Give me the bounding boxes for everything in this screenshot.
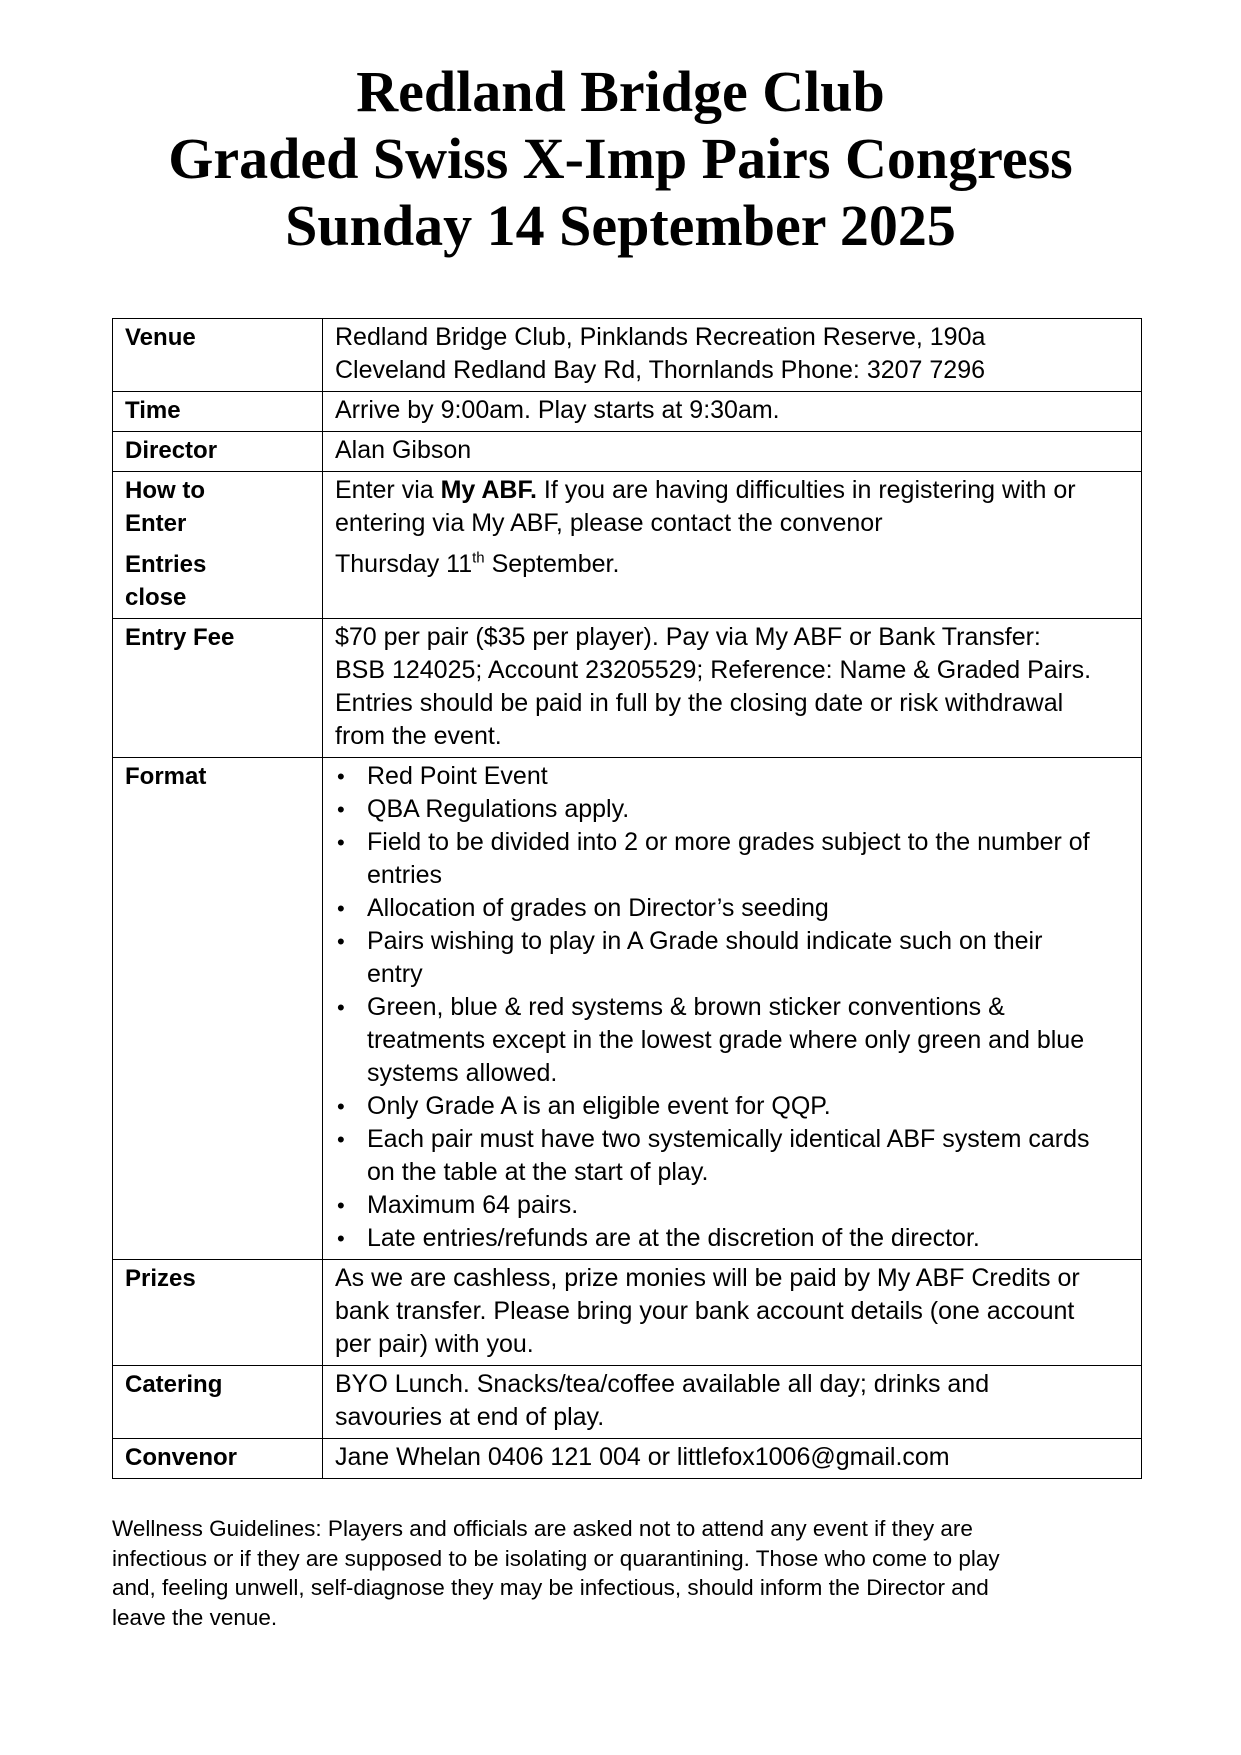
format-item-line: treatments except in the lowest grade where only green and blue: [367, 1026, 1085, 1054]
bullet-icon: •: [337, 830, 345, 855]
how-to-enter-label-line: Enter: [125, 510, 187, 537]
entries-close-label: [125, 548, 310, 614]
format-item: [337, 925, 1129, 991]
format-item: [337, 1123, 1129, 1189]
venue-value: [323, 319, 1142, 392]
format-label: Format: [113, 758, 323, 1260]
venue-line: Redland Bridge Club, Pinklands Recreation Reserve, 190a: [335, 323, 986, 351]
page-title: [0, 58, 1241, 259]
format-list: [335, 760, 1129, 1255]
format-item: [337, 1189, 1129, 1222]
bullet-icon: •: [337, 1127, 345, 1152]
convenor-value: Jane Whelan 0406 121 004 or littlefox1006@gmail.com: [323, 1439, 1142, 1479]
prizes-value: [323, 1260, 1142, 1366]
format-item-line: systems allowed.: [367, 1059, 558, 1087]
how-to-enter-label-line: How to: [125, 477, 205, 504]
wellness-guidelines: [112, 1514, 1142, 1632]
format-item-line: Red Point Event: [367, 762, 548, 790]
entries-close-ordinal: th: [472, 549, 485, 567]
how-to-enter-line: [335, 474, 1129, 507]
how-to-enter-rest: If you are having difficulties in registering with or: [536, 476, 1076, 504]
spacer: [335, 581, 1129, 599]
bullet-icon: •: [337, 929, 345, 954]
format-item-line: Each pair must have two systemically identical ABF system cards: [367, 1125, 1090, 1153]
bullet-icon: •: [337, 995, 345, 1020]
bullet-icon: •: [337, 1094, 345, 1119]
entry-fee-line: BSB 124025; Account 23205529; Reference: Name & Graded Pairs.: [335, 656, 1092, 684]
format-item: [337, 1090, 1129, 1123]
title-club-name: Redland Bridge Club: [356, 59, 885, 124]
format-item-line: on the table at the start of play.: [367, 1158, 709, 1186]
how-to-enter-label: [113, 472, 323, 619]
format-item: [337, 991, 1129, 1090]
format-item-line: Field to be divided into 2 or more grades subject to the number of: [367, 828, 1090, 856]
entries-close-label-line: close: [125, 584, 187, 611]
prizes-line: per pair) with you.: [335, 1330, 534, 1358]
bullet-icon: •: [337, 1226, 345, 1251]
bullet-icon: •: [337, 797, 345, 822]
row-director: [113, 432, 1142, 472]
format-item-line: Maximum 64 pairs.: [367, 1191, 579, 1219]
entry-fee-value: [323, 619, 1142, 758]
entries-close-day: Thursday 11: [335, 550, 473, 578]
catering-line: savouries at end of play.: [335, 1403, 605, 1431]
row-venue: [113, 319, 1142, 392]
director-label: Director: [113, 432, 323, 472]
format-item-line: Pairs wishing to play in A Grade should indicate such on their: [367, 927, 1043, 955]
format-item-line: Only Grade A is an eligible event for QQP.: [367, 1092, 831, 1120]
my-abf-bold: My ABF.: [440, 476, 537, 504]
format-item: [337, 760, 1129, 793]
how-to-enter-value: [323, 472, 1142, 619]
entries-close-label-line: Entries: [125, 551, 207, 578]
format-item: [337, 793, 1129, 826]
format-item-line: Allocation of grades on Director’s seeding: [367, 894, 829, 922]
prizes-line: As we are cashless, prize monies will be paid by My ABF Credits or: [335, 1264, 1080, 1292]
format-item-line: entry: [367, 960, 423, 988]
bullet-icon: •: [337, 764, 345, 789]
wellness-line: leave the venue.: [112, 1604, 278, 1630]
venue-label: Venue: [113, 319, 323, 392]
prizes-label: Prizes: [113, 1260, 323, 1366]
format-item-line: entries: [367, 861, 443, 889]
venue-line: Cleveland Redland Bay Rd, Thornlands Phone: 3207 7296: [335, 356, 985, 384]
entries-close-value: [335, 548, 1129, 581]
entries-close-month: September.: [484, 550, 620, 578]
bullet-icon: •: [337, 1193, 345, 1218]
entry-fee-line: from the event.: [335, 722, 502, 750]
catering-line: BYO Lunch. Snacks/tea/coffee available all day; drinks and: [335, 1370, 990, 1398]
wellness-line: and, feeling unwell, self-diagnose they may be infectious, should inform the Director and: [112, 1575, 989, 1600]
format-item: [337, 892, 1129, 925]
catering-label: Catering: [113, 1366, 323, 1439]
format-item: [337, 1222, 1129, 1255]
entry-fee-line: Entries should be paid in full by the closing date or risk withdrawal: [335, 689, 1064, 717]
row-entry-fee: [113, 619, 1142, 758]
event-details-table: [112, 318, 1142, 1479]
title-event-date: Sunday 14 September 2025: [285, 193, 956, 258]
format-item-line: Late entries/refunds are at the discretion of the director.: [367, 1224, 980, 1252]
time-value: Arrive by 9:00am. Play starts at 9:30am.: [323, 392, 1142, 432]
prizes-line: bank transfer. Please bring your bank account details (one account: [335, 1297, 1075, 1325]
format-value: [323, 758, 1142, 1260]
director-value: Alan Gibson: [323, 432, 1142, 472]
row-how-to-enter: [113, 472, 1142, 619]
row-prizes: [113, 1260, 1142, 1366]
row-convenor: [113, 1439, 1142, 1479]
entry-fee-line: $70 per pair ($35 per player). Pay via My ABF or Bank Transfer:: [335, 623, 1041, 651]
how-to-enter-line: entering via My ABF, please contact the convenor: [335, 509, 883, 537]
entry-fee-label: Entry Fee: [113, 619, 323, 758]
bullet-icon: •: [337, 896, 345, 921]
wellness-line: Wellness Guidelines: Players and officials are asked not to attend any event if they are: [112, 1516, 973, 1541]
convenor-label: Convenor: [113, 1439, 323, 1479]
format-item-line: QBA Regulations apply.: [367, 795, 630, 823]
row-format: [113, 758, 1142, 1260]
row-catering: [113, 1366, 1142, 1439]
format-item: [337, 826, 1129, 892]
how-to-enter-prefix: Enter via: [335, 476, 441, 504]
time-label: Time: [113, 392, 323, 432]
format-item-line: Green, blue & red systems & brown sticker conventions &: [367, 993, 1005, 1021]
wellness-line: infectious or if they are supposed to be isolating or quarantining. Those who come to play: [112, 1545, 1000, 1571]
title-event-name: Graded Swiss X-Imp Pairs Congress: [168, 126, 1073, 191]
catering-value: [323, 1366, 1142, 1439]
row-time: [113, 392, 1142, 432]
